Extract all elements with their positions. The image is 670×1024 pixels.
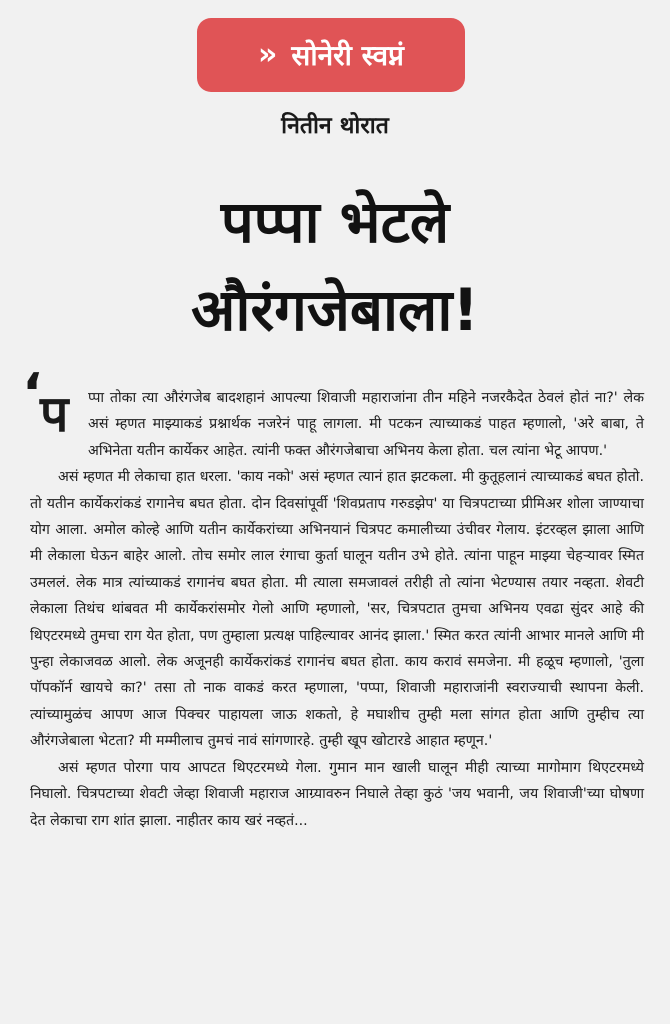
author-byline: नितीन थोरात: [281, 113, 389, 139]
article-paragraph-2: असं म्हणत मी लेकाचा हात धरला. 'काय नको' असं म्हणत त्यानं हात झटकला. मी कुतूहलानं त्याच्याकडं बघत होतो. तो यतीन कार्येकरांकडं रागानेच बघत होता. दोन दिवसांपूर्वी 'शिवप्रताप गरुडझेप' या चित्रपटाच्या प्रीमिअर शोला जाण्याचा योग आला. अमोल कोल्हे आणि यतीन कार्येकरांच्या अभिनयानं चित्रपट कमालीच्या उंचीवर गेलाय. इंटरव्हल झाला आणि मी लेकाला घेऊन बाहेर आलो. तोच समोर लाल रंगाचा कुर्ता घालून यतीन उभे होते. त्यांना पाहून माझ्या चेहऱ्यावर स्मित उमललं. लेक मात्र त्यांच्याकडं रागानंच बघत होता. मी त्याला समजावलं तरीही तो त्यांना भेटण्यास तयार नव्हता. शेवटी लेकाला तिथंच थांबवत मी कार्येकरांसमोर गेलो आणि म्हणालो, 'सर, चित्रपटात तुमचा अभिनय एवढा सुंदर आहे की थिएटरमध्ये तुमचा राग येत होता, पण तुम्हाला प्रत्यक्ष पाहिल्यावर आनंद झाला.' स्मित करत त्यांनी आभार मानले आणि मी पुन्हा लेकाजवळ आलो. लेक अजूनही कार्येकरांकडं रागानंच बघत होता. काय करावं समजेना. मी हळूच म्हणालो, 'तुला पॉपकॉर्न खायचे का?' तसा तो नाक वाकडं करत म्हणाला, 'पप्पा, शिवाजी महाराजांनी स्वराज्याची स्थापना केली. त्यांच्यामुळंच आपण आज पिक्चर पाहायला जाऊ शकतो, हे मघाशीच तुम्ही मला सांगत होता आणि तुम्हीच त्या औरंगजेबाला भेटता? मी मम्मीलाच तुमचं नावं सांगणारहे. तुम्ही खूप खोटारडे आहात म्हणून.': [30, 469, 644, 750]
column-name-badge: [197, 18, 465, 92]
article-headline: [0, 178, 670, 354]
article-paragraph-3: असं म्हणत पोरगा पाय आपटत थिएटरमध्ये गेला. गुमान मान खाली घालून मीही त्याच्या मागोमाग थिएटरमध्ये निघालो. चित्रपटाच्या शेवटी जेव्हा शिवाजी महाराज आग्र्यावरुन निघाले तेव्हा कुठं 'जय भवानी, जय शिवाजी'च्या घोषणा देत लेकाचा राग शांत झाला. नाहीतर काय खरं नव्हतं...: [30, 759, 644, 829]
article-paragraph-1: प्पा तोका त्या औरंगजेब बादशहानं आपल्या शिवाजी महाराजांना तीन महिने नजरकैदेत ठेवलं होतं ना?' लेक असं म्हणत माझ्याकडं प्रश्नार्थक नजरेनं पाहू लागला. मी पटकन त्याच्याकडं पाहत म्हणालो, 'अरे बाबा, ते अभिनेता यतीन कार्येकर आहेत. त्यांनी फक्त औरंगजेबाचा अभिनय केला होता. चल त्यांना भेटू आपण.': [88, 390, 644, 459]
double-chevron-right-icon: »: [258, 37, 278, 72]
headline-line-1: पप्पा भेटले: [220, 188, 450, 256]
drop-cap-quote-mark: ‘: [22, 362, 43, 425]
drop-cap-letter: प: [40, 385, 69, 443]
article-body: [22, 362, 644, 834]
headline-line-2: औरंगजेबाला!: [191, 276, 479, 344]
column-name: सोनेरी स्वप्नं: [291, 39, 404, 72]
drop-cap: [22, 362, 80, 463]
